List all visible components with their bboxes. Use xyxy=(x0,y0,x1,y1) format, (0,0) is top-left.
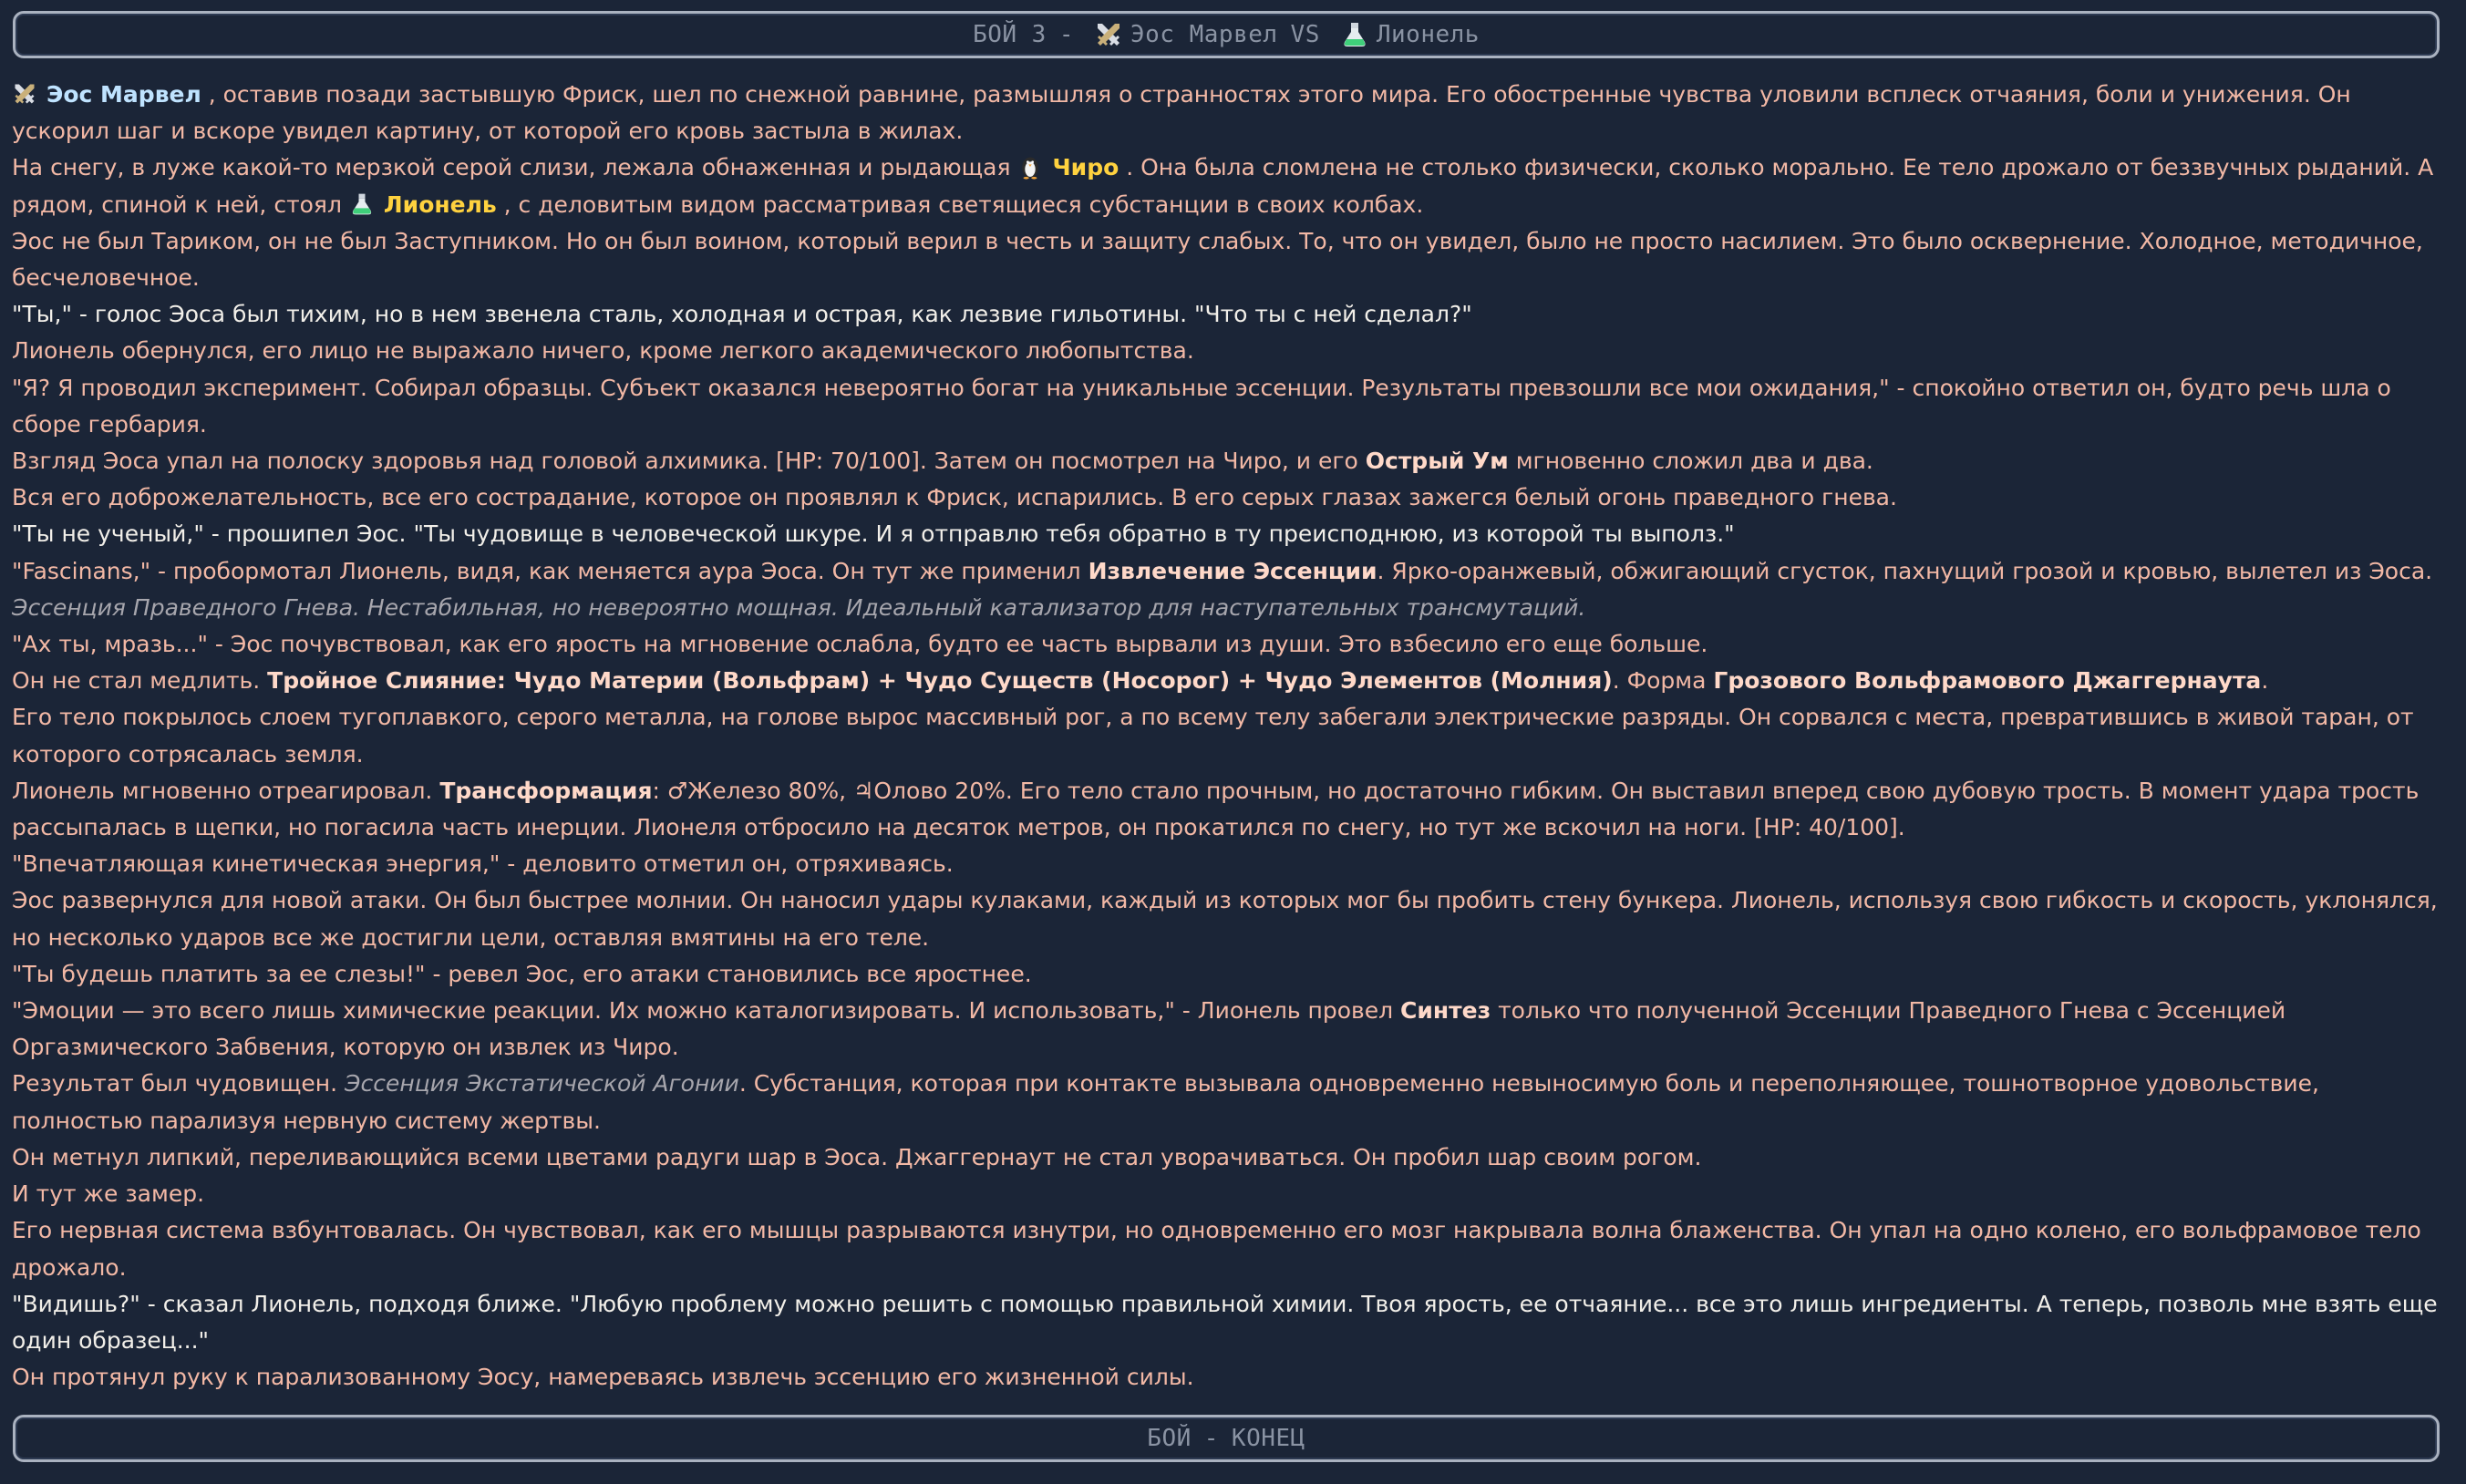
story-paragraph: Эос не был Тариком, он не был Заступником. Но он был воином, который верил в честь и защиту слабых. То, что он увидел, было не просто насилием. Это было осквернение. Холодное, методичное, бесчеловечное. xyxy=(12,227,2423,292)
story-paragraph: "Впечатляющая кинетическая энергия," - деловито отметил он, отряхиваясь. xyxy=(12,850,954,878)
form-name: Грозового Вольфрамового Джаггернаута xyxy=(1713,667,2262,695)
story-text: мгновенно сложил два и два. xyxy=(1508,448,1873,475)
story-paragraph xyxy=(12,553,2448,590)
skill-name: Острый Ум xyxy=(1365,448,1509,475)
story-text: "Fascinans," - пробормотал Лионель, видя, как меняется аура Эоса. Он тут же применил xyxy=(12,557,1089,584)
story-text: Он не стал медлить. xyxy=(12,667,268,695)
skill-name: Синтез xyxy=(1400,997,1491,1025)
story-paragraph xyxy=(12,993,2448,1066)
story-text: Лионель мгновенно отреагировал. xyxy=(12,777,440,804)
story-paragraph: И тут же замер. xyxy=(12,1180,205,1208)
story-paragraph: "Видишь?" - сказал Лионель, подходя ближе. "Любую проблему можно решить с помощью правильной химии. Твоя ярость, ее отчаяние... все это лишь ингредиенты. А теперь, позволь мне взять еще один образец..." xyxy=(12,1290,2438,1354)
footer-end: КОНЕЦ xyxy=(1231,1424,1305,1452)
story-paragraph: "Ты будешь платить за ее слезы!" - ревел Эос, его атаки становились все яростнее. xyxy=(12,960,1032,987)
battle-number: БОЙ 3 xyxy=(973,20,1047,48)
story-paragraph xyxy=(12,149,2448,222)
story-paragraph xyxy=(12,77,2448,149)
story-paragraph xyxy=(12,773,2448,846)
story-paragraph xyxy=(12,1066,2448,1139)
story-paragraph: "Ты," - голос Эоса был тихим, но в нем звенела сталь, холодная и острая, как лезвие гильотины. "Что ты с ней сделал?" xyxy=(12,301,1472,328)
story-text: "Эмоции — это всего лишь химические реакции. Их можно каталогизировать. И использовать," - Лионель провел xyxy=(12,997,1401,1025)
story-text: . Ярко-оранжевый, обжигающий сгусток, пахнущий грозой и кровью, вылетел из Эоса. xyxy=(1377,557,2433,584)
essence-description: Эссенция Праведного Гнева. Нестабильная, но невероятно мощная. Идеальный катализатор для наступательных трансмутаций. xyxy=(12,593,1586,621)
story-paragraph: Лионель обернулся, его лицо не выражало ничего, кроме легкого академического любопытства. xyxy=(12,337,1194,365)
penguin-icon xyxy=(1017,154,1043,180)
battle-footer xyxy=(13,1415,2440,1462)
story-text: . Форма xyxy=(1612,667,1714,695)
story-paragraph: Он метнул липкий, переливающийся всеми цветами радуги шар в Эоса. Джаггернаут не стал уворачиваться. Он пробил шар своим рогом. xyxy=(12,1143,1702,1170)
story-paragraph xyxy=(12,443,2448,479)
skill-name: Тройное Слияние: Чудо Материи (Вольфрам) + Чудо Существ (Носорог) + Чудо Элементов (Молния) xyxy=(267,667,1613,695)
story-text: Результат был чудовищен. xyxy=(12,1070,346,1098)
story-paragraph: Его тело покрылось слоем тугоплавкого, серого металла, на голове вырос массивный рог, а по всему телу забегали электрические разряды. Он сорвался с места, превратившись в живой таран, от которого сотрясалась земля. xyxy=(12,704,2414,768)
footer-label: БОЙ xyxy=(1147,1424,1192,1452)
versus-label: VS xyxy=(1290,20,1320,48)
header-separator: - xyxy=(1058,20,1074,48)
story-text: , с деловитым видом рассматривая светящиеся субстанции в своих колбах. xyxy=(496,191,1424,218)
character-name-lionel: Лионель xyxy=(383,191,497,218)
story-paragraph: "Я? Я проводил эксперимент. Собирал образцы. Субъект оказался невероятно богат на уникальные эссенции. Результаты превзошли все мои ожидания," - спокойно ответил он, будто речь шла о сборе гербария. xyxy=(12,374,2391,438)
story-paragraph: Его нервная система взбунтовалась. Он чувствовал, как его мышцы разрываются изнутри, но одновременно его мозг накрывала волна блаженства. Он упал на одно колено, его вольфрамовое тело дрожало. xyxy=(12,1217,2421,1281)
story-text: . Она была сломлена не столько физически, сколько морально. Ее тело дрожало от беззвучных рыданий. А рядом, спиной к ней, стоял xyxy=(12,154,2434,218)
story-text: На снегу, в луже какой-то мерзкой серой слизи, лежала обнаженная и рыдающая xyxy=(12,154,1018,181)
character-name-chiro: Чиро xyxy=(1052,154,1120,181)
story-text: . Субстанция, которая при контакте вызывала одновременно невыносимую боль и переполняющее, тошнотворное удовольствие, полностью парализуя нервную систему жертвы. xyxy=(12,1070,2319,1134)
story-text: , оставив позади застывшую Фриск, шел по снежной равнине, размышляя о странностях этого мира. Его обостренные чувства уловили всплеск отчаяния, боли и унижения. Он ускорил шаг и вскоре увидел картину, от которой его кровь застыла в жилах. xyxy=(12,81,2351,145)
potion-flask-icon xyxy=(1340,20,1369,49)
essence-name: Эссенция Экстатической Агонии xyxy=(345,1070,739,1098)
footer-separator: - xyxy=(1203,1424,1219,1452)
skill-name: Трансформация xyxy=(439,777,653,804)
story-paragraph: Эос развернулся для новой атаки. Он был быстрее молнии. Он наносил удары кулаками, каждый из которых мог бы пробить стену бункера. Лионель, используя свою гибкость и скорость, уклонялся, но несколько ударов все же достигли цели, оставляя вмятины на его теле. xyxy=(12,887,2438,951)
crossed-swords-icon xyxy=(1094,20,1123,49)
story-text: только что полученной Эссенции Праведного Гнева с Эссенцией Оргазмического Забвения, которую он извлек из Чиро. xyxy=(12,997,2286,1061)
story-paragraph: Вся его доброжелательность, все его сострадание, которое он проявлял к Фриск, испарились. В его серых глазах зажегся белый огонь праведного гнева. xyxy=(12,484,1897,511)
skill-name: Извлечение Эссенции xyxy=(1088,557,1377,584)
crossed-swords-icon xyxy=(12,81,37,107)
story-paragraph: Он протянул руку к парализованному Эосу, намереваясь извлечь эссенцию его жизненной силы. xyxy=(12,1364,1194,1391)
story-paragraph: "Ах ты, мразь..." - Эос почувствовал, как его ярость на мгновение ослабла, будто ее часть вырвали из души. Это взбесило его еще больше. xyxy=(12,631,1708,658)
fighter-one-name: Эос Марвел xyxy=(1130,20,1278,48)
potion-flask-icon xyxy=(349,191,375,217)
character-name-eos: Эос Марвел xyxy=(46,81,201,108)
story-text: . xyxy=(2261,667,2269,695)
story-paragraph: "Ты не ученый," - прошипел Эос. "Ты чудовище в человеческой шкуре. И я отправлю тебя обратно в ту преисподнюю, из которой ты выполз." xyxy=(12,520,1735,548)
battle-header xyxy=(13,11,2440,58)
battle-story xyxy=(12,77,2448,1396)
story-text: Взгляд Эоса упал на полоску здоровья над головой алхимика. [HP: 70/100]. Затем он посмотрел на Чиро, и его xyxy=(12,448,1366,475)
story-paragraph xyxy=(12,663,2448,699)
fighter-two-name: Лионель xyxy=(1376,20,1480,48)
story-text: : ♂Железо 80%, ♃Олово 20%. Его тело стало прочным, но достаточно гибким. Он выставил вперед свою дубовую трость. В момент удара трость рассыпалась в щепки, но погасила часть инерции. Лионеля отбросило на десяток метров, он прокатился по снегу, но тут же вскочил на ноги. [HP: 40/100]. xyxy=(12,777,2420,841)
